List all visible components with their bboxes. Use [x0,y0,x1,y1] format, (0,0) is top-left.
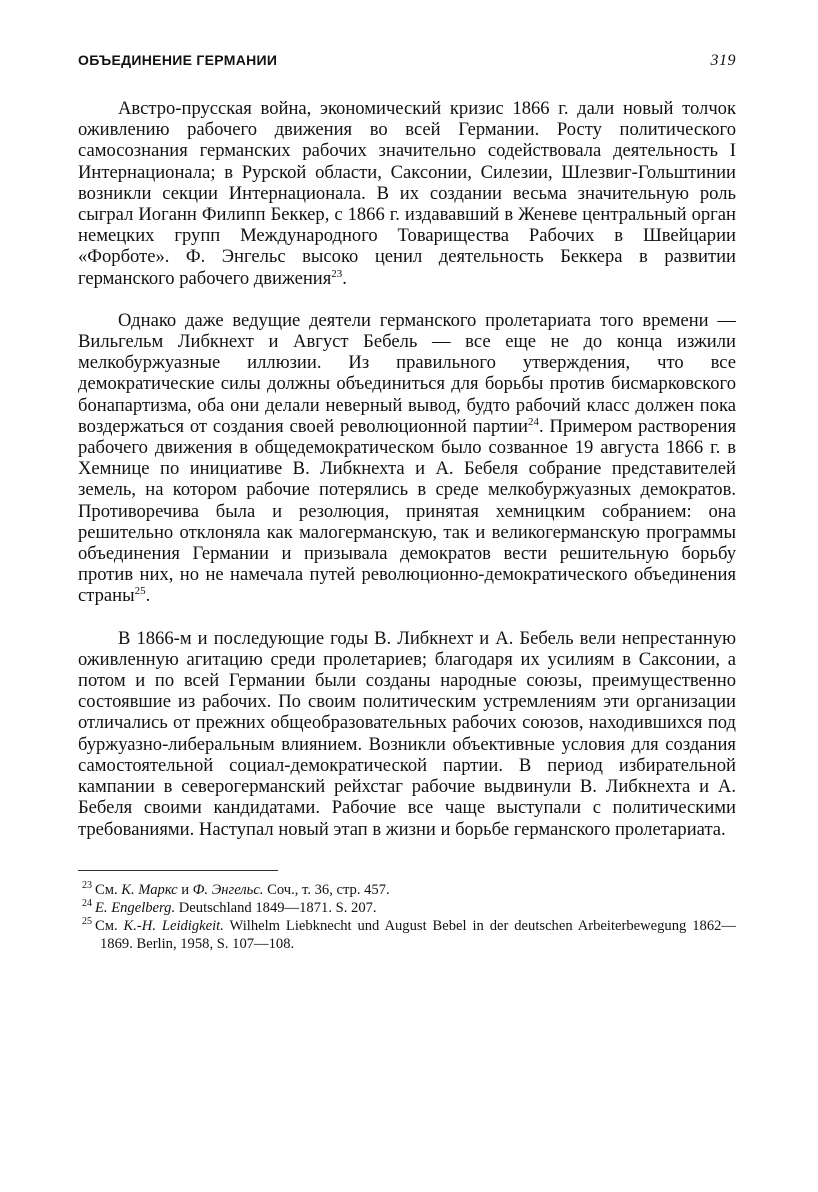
paragraph-2-text: Однако даже ведущие деятели германского пролетариата того времени — Вильгельм Либкнехт и Август Бебель — все еще не до конца изжили мелкобуржуазные иллюзии. Из правильного утверждения, что все демократические силы должны объединиться для борьбы против бисмарковского бонапартизма, оба они делали неверный вывод, будто рабочий класс должен пока воздержаться от создания своей революционной партии [78,309,736,437]
footnote-divider [78,870,278,871]
footnote-source: Deutschland 1849—1871. S. 207. [175,899,377,916]
footnote-source: Wilhelm Liebknecht und August Bebel in der deutschen Arbeiterbewegung 1862—1869. Berlin, 1958, S. 107—108. [100,917,737,952]
footnote-25 [78,917,736,953]
paragraph-2: Однако даже ведущие деятели германского пролетариата того времени — Вильгельм Либкнехт и Август Бебель — все еще не до конца изжили мелкобуржуазные иллюзии. Из правильного утверждения, что все демократические силы должны объединиться для борьбы против бисмарковского бонапартизма, оба они делали неверный вывод, будто рабочий класс должен пока воздержаться от создания своей революционной партии$^{24}$. Примером растворения рабочего движения в общедемократическом было созванное 19 августа 1866 г. в Хемнице по инициативе В. Либкнехта и А. Бебеля собрание представителей земель, на котором рабочие потерялись в среде мелкобуржуазных демократов. Противоречива была и резолюция, принятая хемницким собранием: она решительно отклоняла как малогерманскую, так и великогерманскую программы объединения Германии и призывала демократов вести решительную борьбу против них, но не намечала путей революционно-демократического объединения страны$^{25}$. [78,309,736,607]
book-page [78,52,736,953]
footnote-author: К. Маркс [121,881,178,898]
running-title: ОБЪЕДИНЕНИЕ ГЕРМАНИИ [78,52,278,68]
paragraph-2-continuation: Примером растворения рабочего движения в общедемократическом было созванное 19 августа 1866 г. в Хемнице по инициативе В. Либкнехта и А. Бебеля собрание представителей земель, на котором рабочие потерялись в среде мелкобуржуазных демократов. Противоречива была и резолюция, принятая хемницким собранием: она решительно отклоняла как малогерманскую, так и великогерманскую программы объединения Германии и призывала демократов вести решительную борьбу против них, но не намечала путей революционно-демократического объединения страны [78,415,736,607]
footnote-prefix: См. [95,917,124,934]
paragraph-1: Австро-прусская война, экономический кризис 1866 г. дали новый толчок оживлению рабочего движения во всей Германии. Росту политического самосознания германских рабочих значительно содействовала деятельность I Интернационала; в Рурской области, Саксонии, Силезии, Шлезвиг-Гольштинии возникли секции Интернационала. В их создании весьма значительную роль сыграл Иоганн Филипп Беккер, с 1866 г. издававший в Женеве центральный орган немецких групп Международного Товарищества Рабочих в Швейцарии «Форботе». Ф. Энгельс высоко ценил деятельность Беккера в развитии германского рабочего движения$^{23}$. [78,98,736,289]
paragraph-3 [78,628,736,840]
footnote-ref-24: 24 [528,415,539,428]
footnote-number: 23 [82,879,92,891]
footnote-number: 25 [82,915,92,927]
footnote-24 [78,899,736,917]
footnote-23 [78,881,736,899]
paragraph-3-text: В 1866-м и последующие годы В. Либкнехт и А. Бебель вели непрестанную оживленную агитацию среди пролетариев; благодаря их усилиям в Саксонии, а потом и по всей Германии были созданы народные союзы, преимущественно состоявшие из рабочих. По своим политическим устремлениям эти организации отличались от прежних общеобразовательных рабочих союзов, находившихся под буржуазно-либеральным влиянием. Возникли объективные условия для создания самостоятельной социал-демократической партии. В период избирательной кампании в северогерманский рейхстаг рабочие выдвинули В. Либкнехта и А. Бебеля своими кандидатами. Рабочие все чаще выступали с политическими требованиями. Наступал новый этап в жизни и борьбе германского пролетариата. [78,627,736,840]
footnote-source: Соч., т. 36, стр. 457. [263,881,390,898]
footnotes [78,881,736,953]
footnote-number: 24 [82,897,92,909]
page-number: 319 [710,52,736,69]
footnote-connector: и [177,881,193,898]
footnote-prefix: См. [95,881,122,898]
paragraph-1-text: Австро-прусская война, экономический кризис 1866 г. дали новый толчок оживлению рабочего движения во всей Германии. Росту политического самосознания германских рабочих значительно содействовала деятельность I Интернационала; в Рурской области, Саксонии, Силезии, Шлезвиг-Гольштинии возникли секции Интернационала. В их создании весьма значительную роль сыграл Иоганн Филипп Беккер, с 1866 г. издававший в Женеве центральный орган немецких групп Международного Товарищества Рабочих в Швейцарии «Форботе». Ф. Энгельс высоко ценил деятельность Беккера в развитии германского рабочего движения [78,98,736,289]
running-header [78,52,736,78]
footnote-author: E. Engelberg. [95,899,176,916]
footnote-author: K.-H. Leidigkeit. [123,917,224,934]
footnote-author-2: Ф. Энгельс. [192,881,264,898]
body-text [78,98,736,840]
footnote-ref-25: 25 [134,585,146,598]
footnote-ref-23: 23 [331,267,343,280]
